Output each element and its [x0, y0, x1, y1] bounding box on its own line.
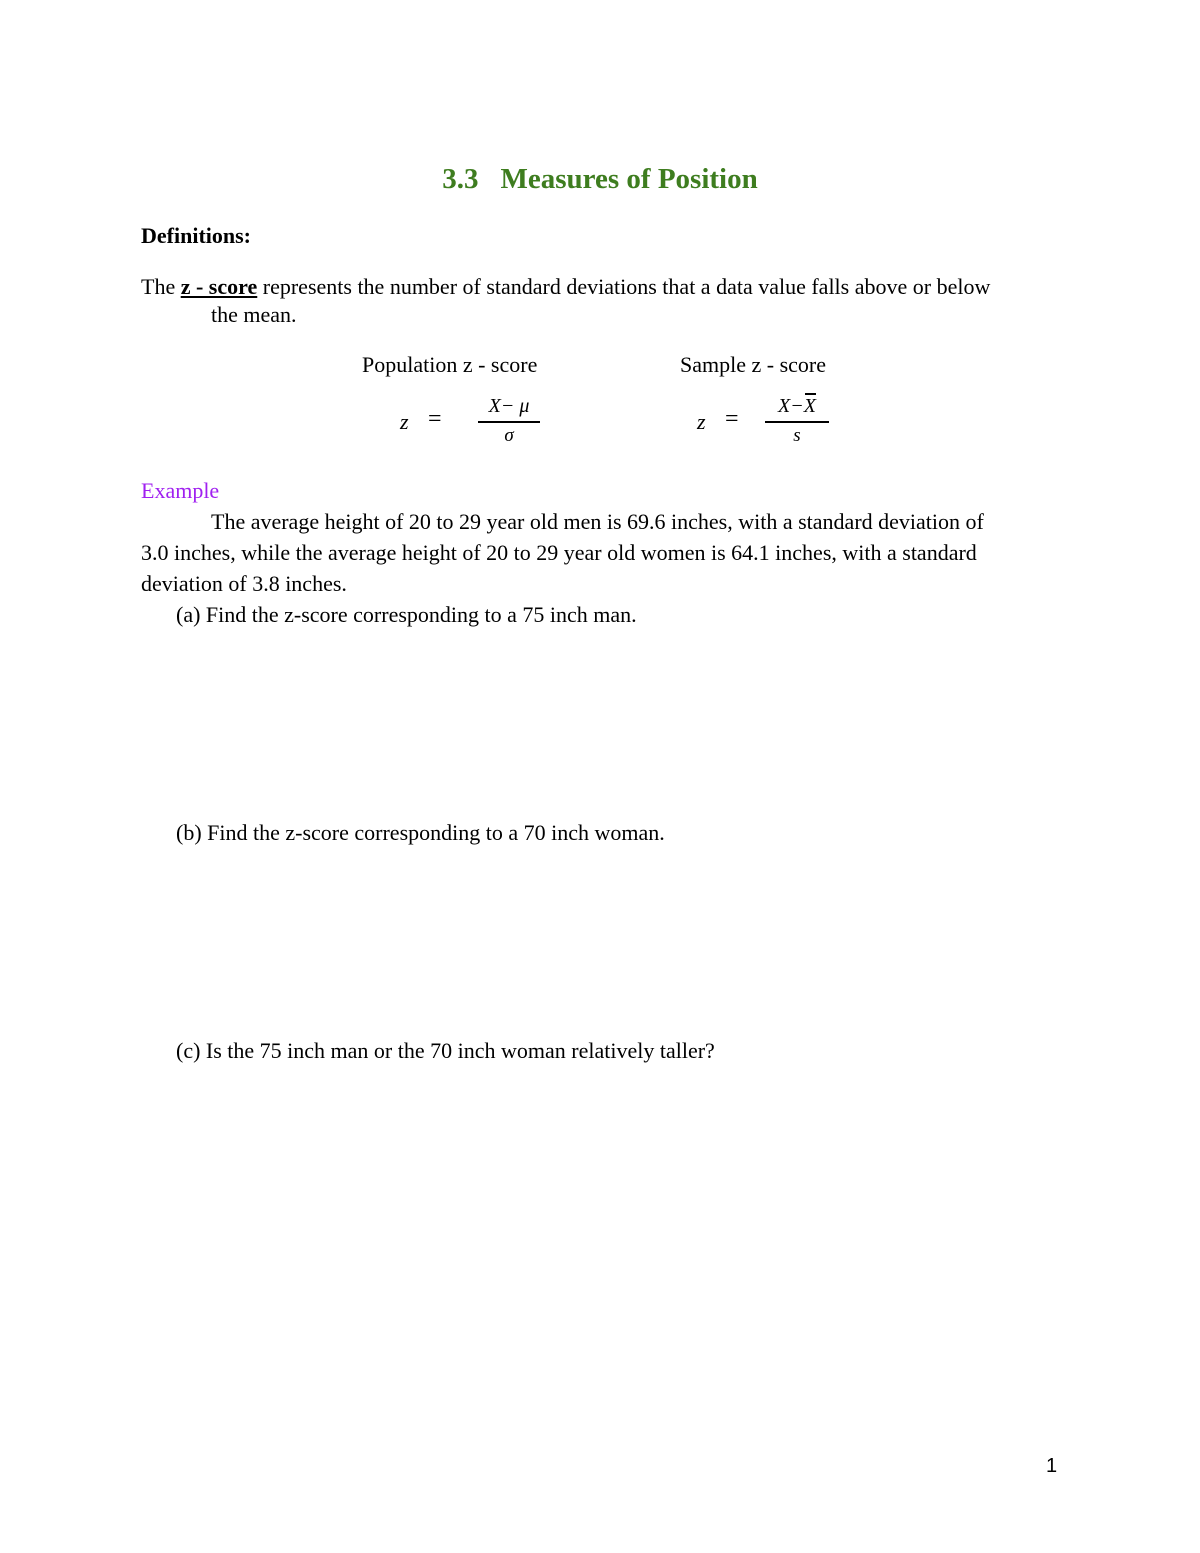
sample-zscore-formula: [697, 395, 857, 451]
section-title-text: Measures of Position: [500, 163, 758, 195]
definition-prefix: The: [141, 274, 176, 299]
population-zscore-formula: [400, 395, 560, 451]
question-c: (c) Is the 75 inch man or the 70 inch woman relatively taller?: [176, 1038, 715, 1063]
definition-line-1: [141, 274, 990, 300]
example-line-1: The average height of 20 to 29 year old men is 69.6 inches, with a standard deviation of: [211, 509, 984, 534]
x-bar-symbol: X: [803, 395, 816, 417]
definition-term: z - score: [180, 274, 258, 299]
population-zscore-label: Population z - score: [362, 352, 538, 377]
formula-lhs: z: [400, 409, 409, 434]
formula-denominator: σ: [504, 425, 514, 446]
definition-line-2: the mean.: [211, 302, 297, 327]
example-line-2: 3.0 inches, while the average height of 20 to 29 year old women is 64.1 inches, with a standard: [141, 540, 977, 565]
formula-denominator: s: [793, 425, 801, 446]
example-heading: Example: [141, 478, 220, 503]
definitions-heading: Definitions:: [141, 223, 251, 248]
question-a: (a) Find the z-score corresponding to a 75 inch man.: [176, 602, 637, 627]
sample-zscore-label: Sample z - score: [680, 352, 826, 377]
question-b: (b) Find the z-score corresponding to a 70 inch woman.: [176, 820, 665, 845]
example-line-3: deviation of 3.8 inches.: [141, 571, 347, 596]
numerator-prefix: X−: [778, 395, 804, 417]
formula-numerator: [765, 395, 829, 418]
formula-numerator: X− μ: [488, 395, 530, 417]
formula-lhs: z: [697, 409, 706, 434]
fraction-bar: [765, 421, 829, 423]
definition-text: represents the number of standard deviations that a data value falls above or below: [262, 274, 991, 299]
page-number: 1: [1046, 1455, 1058, 1477]
section-title: [0, 163, 1200, 196]
fraction-bar: [478, 421, 540, 423]
formula-equals: =: [428, 406, 442, 432]
formula-equals: =: [725, 406, 739, 432]
section-number: 3.3: [442, 163, 479, 195]
